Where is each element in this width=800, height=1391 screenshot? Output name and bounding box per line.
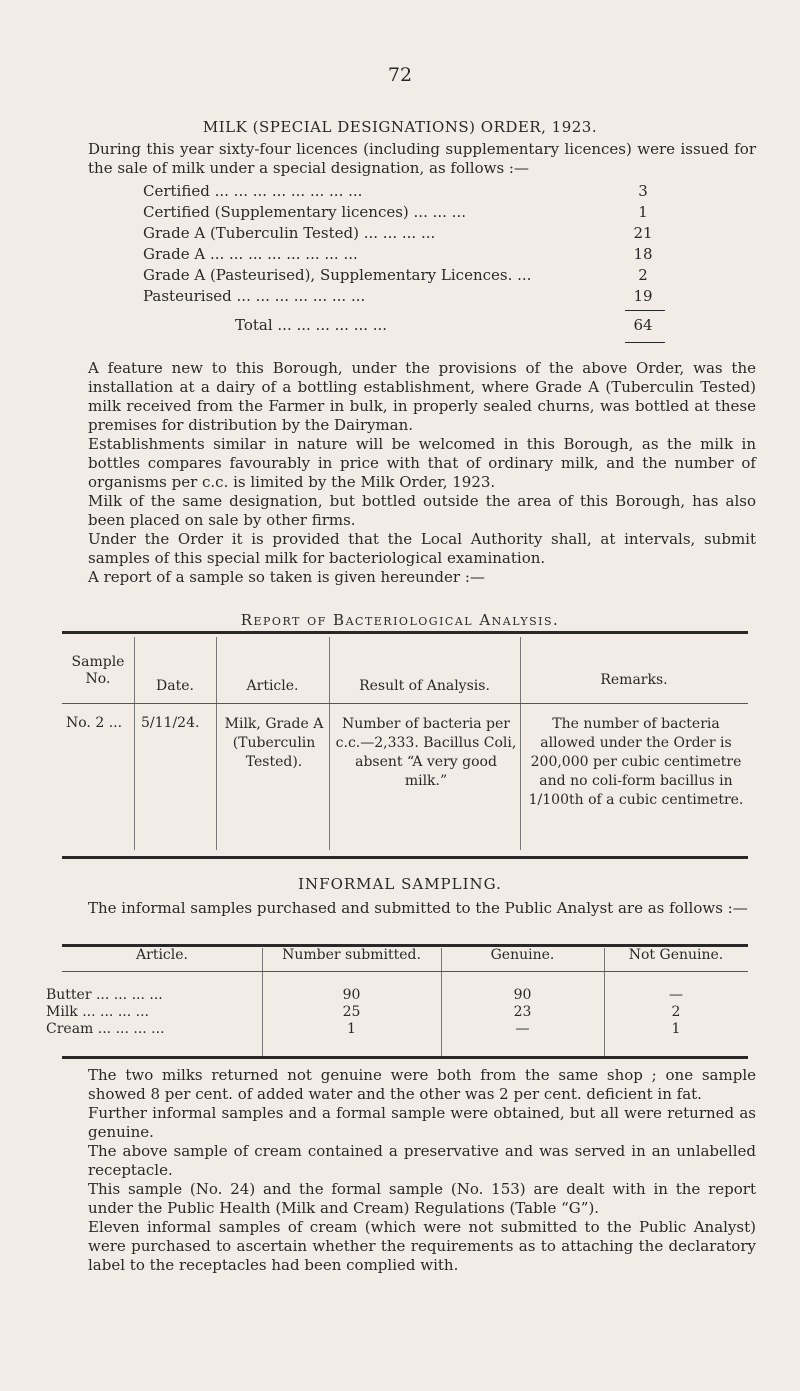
report-header-rule <box>62 703 748 704</box>
genuine-cell: — <box>515 1021 530 1037</box>
licence-count: 19 <box>633 287 653 305</box>
remarks-cell: The number of bacteria allowed under the Order is 200,000 per cubic centimetre and no coli-form bacillus in 1/100th of a cubic centimetre. <box>528 716 744 808</box>
header-not-genuine: Not Genuine. <box>628 947 724 963</box>
informal-bottom-rule <box>62 1056 748 1059</box>
article-cell: Butter ... ... ... ... <box>46 987 163 1003</box>
paragraph: Establishments similar in nature will be welcomed in this Borough, as the milk in bottles compares favourably in price with that of ordinary milk, and the number of organisms per c.c. is limited by the Milk Order, 1923. <box>88 435 756 491</box>
intro-text: During this year sixty-four licences (including supplementary licences) were issued for the sale of milk under a special designation, as follows :— <box>88 140 756 177</box>
date-cell: 5/11/24. <box>141 715 200 731</box>
paragraph: The above sample of cream contained a preservative and was served in an unlabelled receptacle. <box>88 1142 756 1179</box>
informal-intro-text: The informal samples purchased and submitted to the Public Analyst are as follows :— <box>88 899 748 917</box>
paragraph: This sample (No. 24) and the formal sample (No. 153) are dealt with in the report under the Public Health (Milk and Cream) Regulations (Table “G”). <box>88 1180 756 1217</box>
not-genuine-cell: 1 <box>671 1021 681 1037</box>
closing-paragraphs <box>60 1066 756 1275</box>
genuine-cell: 23 <box>513 1004 532 1020</box>
total-row <box>235 316 663 336</box>
column-divider <box>134 637 135 850</box>
not-genuine-cell: 2 <box>671 1004 681 1020</box>
intro-paragraph <box>60 140 756 178</box>
article-cell: Milk, Grade A (Tuberculin Tested). <box>224 716 324 770</box>
column-divider <box>216 637 217 850</box>
column-divider <box>520 637 521 850</box>
header-genuine: Genuine. <box>490 947 555 963</box>
licence-row <box>143 266 663 286</box>
licence-count: 18 <box>633 245 653 263</box>
header-article: Article. <box>136 947 188 963</box>
licence-row <box>143 182 663 202</box>
licence-row <box>143 287 663 307</box>
genuine-cell: 90 <box>513 987 532 1003</box>
paragraph: The two milks returned not genuine were both from the same shop ; one sample showed 8 per cent. of added water and the other was 2 per cent. deficient in fat. <box>88 1066 756 1103</box>
licence-count: 1 <box>638 203 648 221</box>
sample-no-cell: No. 2 ... <box>66 715 123 731</box>
informal-header-rule <box>62 971 748 972</box>
licence-count: 3 <box>638 182 648 200</box>
paragraph: Milk of the same designation, but bottled outside the area of this Borough, has also been placed on sale by other firms. <box>88 492 756 529</box>
not-genuine-cell: — <box>669 987 683 1003</box>
paragraph: Eleven informal samples of cream (which were not submitted to the Public Analyst) were purchased to ascertain whether the requirements as to attaching the declaratory label to the receptacles had been complied with. <box>88 1218 756 1274</box>
paragraph: A feature new to this Borough, under the provisions of the above Order, was the installation at a dairy of a bottling establishment, where Grade A (Tuberculin Tested) milk received from the Farmer in bulk, in properly sealed churns, was bottled at these premises for distribution by the Dairyman. <box>88 359 756 434</box>
licence-row <box>143 245 663 265</box>
paragraph: Under the Order it is provided that the Local Authority shall, at intervals, submit samples of this special milk for bacteriological examination. <box>88 530 756 567</box>
article-cell: Cream ... ... ... ... <box>46 1021 165 1037</box>
licence-row <box>143 203 663 223</box>
total-underline <box>625 342 665 343</box>
licence-label: Pasteurised ... ... ... ... ... ... ... <box>143 287 366 305</box>
licence-count: 21 <box>633 224 653 242</box>
page-title: MILK (SPECIAL DESIGNATIONS) ORDER, 1923. <box>202 118 598 136</box>
header-date: Date. <box>156 678 194 694</box>
submitted-cell: 25 <box>342 1004 361 1020</box>
report-caption: Report of Bacteriological Analysis. <box>240 611 560 629</box>
licence-label: Grade A ... ... ... ... ... ... ... ... <box>143 245 358 263</box>
body-paragraphs <box>60 359 756 587</box>
paragraph: Further informal samples and a formal sample were obtained, but all were returned as genuine. <box>88 1104 756 1141</box>
submitted-cell: 1 <box>347 1021 356 1037</box>
header-result: Result of Analysis. <box>359 678 490 694</box>
licence-label: Certified (Supplementary licences) ... ... ... <box>143 203 466 221</box>
licence-label: Grade A (Pasteurised), Supplementary Licences. ... <box>143 266 532 284</box>
header-number-submitted: Number submitted. <box>282 947 421 963</box>
licence-label: Grade A (Tuberculin Tested) ... ... ... ... <box>143 224 436 242</box>
header-article: Article. <box>246 678 299 694</box>
total-count: 64 <box>633 316 653 334</box>
licence-count: 2 <box>638 266 648 284</box>
column-divider <box>329 637 330 850</box>
report-top-rule <box>62 631 748 634</box>
header-remarks: Remarks. <box>600 672 668 688</box>
paragraph: A report of a sample so taken is given hereunder :— <box>88 568 485 586</box>
licence-label: Certified ... ... ... ... ... ... ... ... <box>143 182 363 200</box>
informal-intro-paragraph <box>60 899 756 918</box>
header-sample-no: Sample No. <box>71 654 125 687</box>
total-label: Total ... ... ... ... ... ... <box>235 316 388 334</box>
submitted-cell: 90 <box>342 987 361 1003</box>
licence-row <box>143 224 663 244</box>
result-cell: Number of bacteria per c.c.—2,333. Bacillus Coli, absent “A very good milk.” <box>335 716 517 789</box>
total-rule <box>625 310 665 311</box>
page-number: 72 <box>387 64 413 86</box>
article-cell: Milk ... ... ... ... <box>46 1004 149 1020</box>
informal-caption: INFORMAL SAMPLING. <box>298 875 502 893</box>
report-bottom-rule <box>62 856 748 859</box>
